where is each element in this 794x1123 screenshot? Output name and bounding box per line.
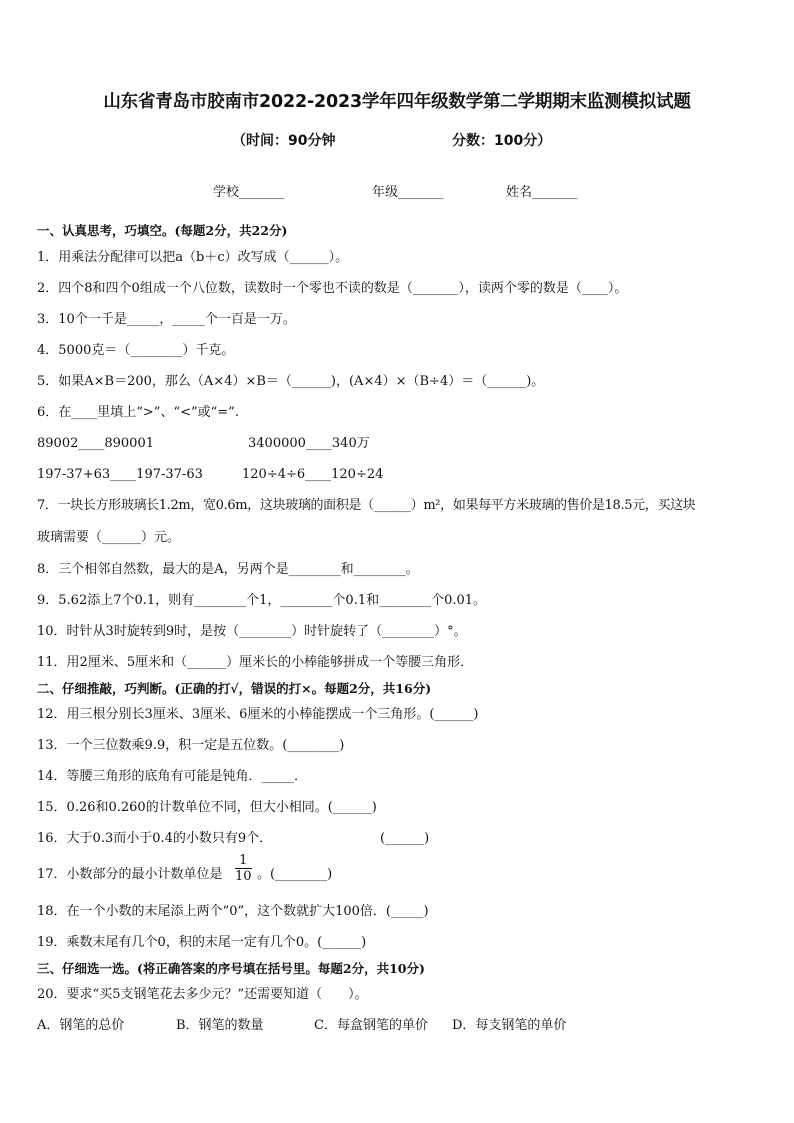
question-17-text: 17．小数部分的最小计数单位是 <box>37 867 223 882</box>
question-text: 18．在一个小数的末尾添上两个“0”，这个数就扩大100倍．(_____) <box>37 904 429 919</box>
question-text: 6．在____里填上“>”、“<”或“=”. <box>37 405 239 420</box>
question-text: 19．乘数末尾有几个0，积的末尾一定有几个0。(______) <box>37 935 367 950</box>
question-text: 12．用三根分别长3厘米、3厘米、6厘米的小棒能摆成一个三角形。(______) <box>37 707 479 722</box>
question-text: 2．四个8和四个0组成一个八位数，读数时一个零也不读的数是（_______），读两个零的数是（____）。 <box>37 281 628 296</box>
name-field: 姓名_______ <box>506 185 578 200</box>
comparison-item: 197-37+63____197-37-63 <box>37 467 203 482</box>
fraction-denominator: 10 <box>235 869 252 884</box>
question-text: 3．10个一千是_____，_____个一百是一万。 <box>37 312 296 327</box>
question-text: 1．用乘法分配律可以把a（b＋c）改写成（______）。 <box>37 250 349 265</box>
question-text: 9．5.62添上7个0.1，则有________个1，________个0.1和________个0.01。 <box>37 593 487 608</box>
section-header: 二、仔细推敲，巧判断。(正确的打√，错误的打×。每题2分，共16分) <box>37 681 432 696</box>
grade-field: 年级_______ <box>372 185 444 200</box>
exam-score: 分数：100分） <box>452 133 552 149</box>
choice-option: B．钢笔的数量 <box>176 1018 264 1033</box>
question-text: 8．三个相邻自然数，最大的是A，另两个是________和________。 <box>37 562 419 577</box>
question-text: 11．用2厘米、5厘米和（______）厘米长的小棒能够拼成一个等腰三角形． <box>37 655 474 670</box>
question-text: 4．5000克＝（________）千克。 <box>37 343 235 358</box>
question-text: 15．0.26和0.260的计数单位不同，但大小相同。(______) <box>37 800 377 815</box>
question-text: 20．要求“买5支钢笔花去多少元？”还需要知道（ ）。 <box>37 987 368 1002</box>
question-text <box>37 866 223 884</box>
fraction-numerator: 1 <box>235 853 252 869</box>
question-text: 10．时针从3时旋转到9时，是按（________）时针旋转了（________）°。 <box>37 624 467 639</box>
answer-blank: 。(________) <box>257 867 333 882</box>
choice-option: D．每支钢笔的单价 <box>452 1018 567 1033</box>
question-text: 7．一块长方形玻璃长1.2m，宽0.6m，这块玻璃的面积是（______）m²，如果每平方米玻璃的售价是18.5元，买这块 <box>37 498 696 513</box>
question-text: 5．如果A×B＝200，那么（A×4）×B＝（______)，(A×4）×（B÷4）＝（______)。 <box>37 374 545 389</box>
question-text: 14．等腰三角形的底角有可能是钝角．_____． <box>37 769 308 784</box>
fraction <box>233 853 254 884</box>
section-header: 一、认真思考，巧填空。(每题2分，共22分) <box>37 223 288 238</box>
comparison-item: 89002____890001 <box>37 436 154 451</box>
section-header: 三、仔细选一选。(将正确答案的序号填在括号里。每题2分，共10分) <box>37 961 425 976</box>
question-text: 13．一个三位数乘9.9，积一定是五位数。(________) <box>37 738 345 753</box>
exam-time: （时间：90分钟 <box>232 133 336 149</box>
answer-blank: (______) <box>380 831 430 846</box>
school-field: 学校_______ <box>213 185 285 200</box>
choice-option: C．每盒钢笔的单价 <box>314 1018 428 1033</box>
comparison-item: 120÷4÷6____120÷24 <box>242 467 384 482</box>
question-text-continued: 玻璃需要（______）元。 <box>37 530 181 545</box>
question-text: 16．大于0.3而小于0.4的小数只有9个． <box>37 831 273 846</box>
comparison-item: 3400000____340万 <box>248 436 370 451</box>
page-title: 山东省青岛市胶南市2022-2023学年四年级数学第二学期期末监测模拟试题 <box>103 92 691 112</box>
choice-option: A．钢笔的总价 <box>37 1018 125 1033</box>
